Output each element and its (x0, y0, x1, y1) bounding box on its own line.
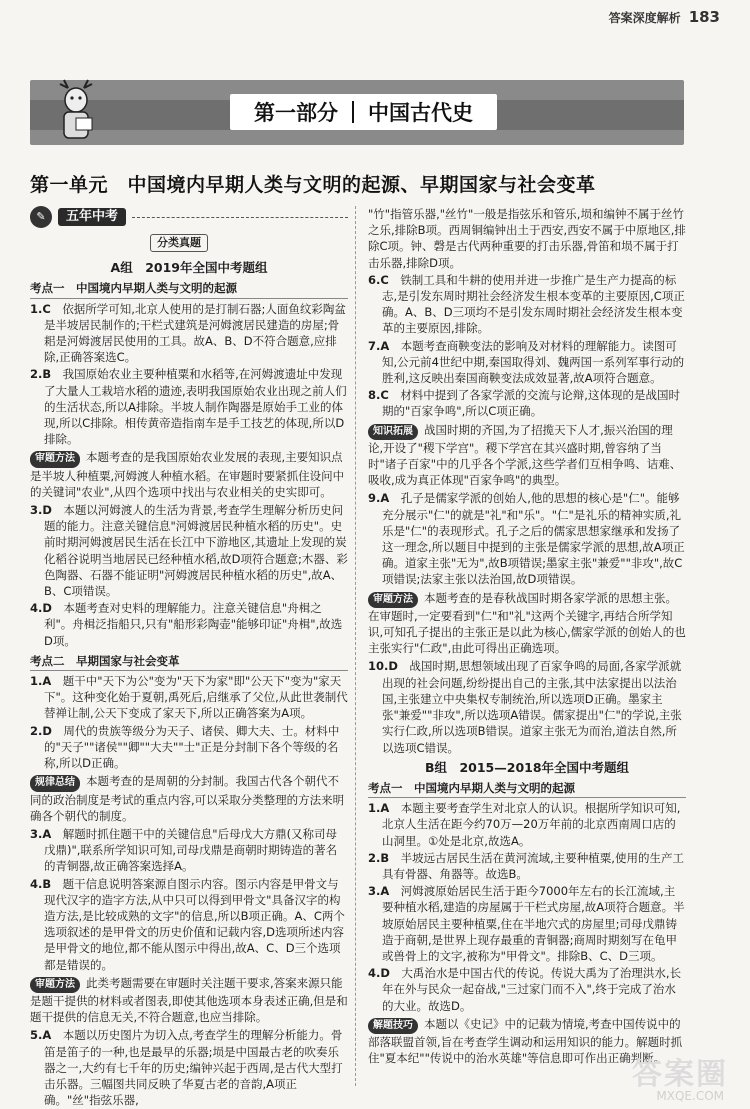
tip-tag: 知识拓展 (368, 424, 418, 440)
answer-number: 3.A (30, 826, 63, 841)
answer-explanation: 河姆渡原始居民生活于距今7000年左右的长江流域,主要种植水稻,建造的房屋属于干栏式房屋,故A项符合题意。半坡原始居民主要种植粟,住在半地穴式的房屋里;司母戊鼎铸造于商朝,是世界上现存最重的青铜器;商周时期刻写在龟甲或兽骨上的文字,被称为"甲骨文"。排除B、C、D三项。 (382, 884, 685, 963)
answer-number: 2.B (368, 850, 401, 865)
answer-explanation: 铁制工具和牛耕的使用并进一步推广是生产力提高的标志,是引发东周时期社会经济发生根本变革的主要原因,C项正确。A、B、D三项均不是引发东周时期社会经济发生根本变革的主要原因,排除。 (382, 272, 685, 336)
answer-item (30, 502, 348, 599)
answer-number: 9.A (368, 491, 401, 506)
answer-explanation: 材料中提到了各家学派的交流与论辩,这体现的是战国时期的"百家争鸣",所以C项正确。 (382, 388, 680, 419)
tip-text: 本题考查的是我国原始农业发展的表现,主要知识点是半坡人种植粟,河姆渡人种植水稻。在审题时要紧抓住设问中的关键词"农业",从四个选项中找出与农业相关的史实即可。 (30, 450, 345, 499)
answer-explanation: 周代的贵族等级分为天子、诸侯、卿大夫、士。材料中的"天子""诸侯""卿""大夫""士"正是分封制下各个等级的名称,所以D正确。 (44, 723, 340, 771)
answer-item (368, 272, 686, 337)
header-rule (132, 217, 348, 218)
answer-number: 3.D (30, 503, 64, 518)
answer-number: 1.A (30, 674, 63, 689)
answer-explanation: 题干中"天下为公"变为"天下为家"即"公天下"变为"家天下"。这种变化始于夏朝,禹死后,启继承了父位,从此世袭制代替禅让制,公天下变成了家天下,所以正确答案为A项。 (44, 674, 348, 721)
answer-item (368, 883, 686, 964)
tip-note (30, 773, 348, 824)
answer-item (368, 658, 686, 755)
tip-tag: 解题技巧 (368, 1018, 418, 1034)
answer-explanation: 本题以河姆渡人的生活为背景,考查学生理解分析历史问题的能力。注意关键信息"河姆渡居民种植水稻的历史"。史前时期河姆渡居民生活在长江中下游地区,其遗址上发现的炭化稻谷说明当地居民已经种植水稻,故D项符合题意;木器、彩色陶器、石器不能证明"河姆渡居民种植水稻的历史",故A、B、C项错误。 (44, 503, 348, 599)
answer-explanation: 本题考查对史料的理解能力。注意关键信息"舟楫之利"。舟楫泛指船只,只有"船形彩陶壶"能够印证"舟楫",故选D项。 (44, 601, 343, 648)
answer-explanation: 孔子是儒家学派的创始人,他的思想的核心是"仁"。能够充分展示"仁"的就是"礼"和"乐"。"仁"是礼乐的精神实质,礼乐是"仁"的表现形式。孔子之后的儒家思想家继承和发扬了这一理念,所以题目中提到的主张是儒家学派的思想,故A项正确。道家主张"无为",故B项错误;墨家主张"兼爱""非攻",故C项错误;法家主张以法治国,故D项错误。 (382, 491, 685, 587)
answer-number: 4.D (368, 966, 402, 981)
title-separator (352, 101, 354, 123)
knowledge-point-heading: 考点一 中国境内早期人类与文明的起源 (30, 280, 348, 298)
tip-text: 此类考题需要在审题时关注题干要求,答案来源只能是题干提供的材料或者图表,即使其他选项本身表述正确,但是和题干提供的信息无关,不符合题意,也应当排除。 (30, 975, 348, 1025)
answer-explanation: 解题时抓住题干中的关键信息"后母戊大方鼎(又称司母戊鼎)",联系所学知识可知,司母戊鼎是商朝时期铸造的著名的青铜器,故正确答案选择A。 (44, 826, 338, 874)
answer-explanation: 本题考查商鞅变法的影响及对材料的理解能力。读图可知,公元前4世纪中期,秦国取得刘、魏两国一系列军事行动的胜利,这反映出秦国商鞅变法成效显著,故A项符合题意。 (382, 338, 685, 386)
answer-explanation: 依据所学可知,北京人使用的是打制石器;人面鱼纹彩陶盆是半坡居民制作的;干栏式建筑是河姆渡居民建造的房屋;骨耜是河姆渡居民使用的工具。故A、B、D不符合题意,应排除,正确答案选C。 (44, 301, 346, 365)
answer-item (368, 850, 686, 882)
unit-title: 第一单元 中国境内早期人类与文明的起源、早期国家与社会变革 (30, 174, 596, 196)
answer-item (368, 490, 686, 587)
group-a-title: A组 2019年全国中考题组 (110, 260, 268, 276)
answer-item (30, 826, 348, 875)
part-title: 中国古代史 (368, 101, 473, 125)
tip-note (30, 449, 348, 500)
tip-text: 本题考查的是周朝的分封制。我国古代各个朝代不同的政治制度是考试的重点内容,可以采取分类整理的方法来明确各个朝代的制度。 (30, 774, 345, 823)
answer-number: 10.D (368, 659, 410, 674)
five-year-header (30, 206, 348, 228)
answer-item (30, 1027, 348, 1108)
page-number: 183 (688, 8, 720, 26)
answer-explanation: 本题主要考查学生对北京人的认识。根据所学知识可知,北京人生活在距今约70万—20万年前的北京西南周口店的山洞里。①处是北京,故选A。 (382, 801, 681, 848)
answer-number: 1.A (368, 801, 401, 816)
left-column (30, 206, 348, 1109)
answer-number: 1.C (30, 301, 63, 316)
answer-explanation: 战国时期,思想领域出现了百家争鸣的局面,各家学派就出现的社会问题,纷纷提出自己的主张,其中法家提出以法治国,主张建立中央集权专制统治,所以选项D正确。墨家主张"兼爱""非攻",所以选项A错误。儒家提出"仁"的学说,主张实行仁政,所以选项B错误。道家主张无为而治,道法自然,所以选项C错误。 (382, 659, 682, 755)
column-divider (355, 206, 356, 1086)
part-label: 第一部分 (254, 101, 338, 125)
answer-item (368, 800, 686, 849)
right-column (368, 206, 686, 1068)
answer-number: 8.C (368, 388, 401, 403)
tip-tag: 规律总结 (30, 775, 80, 791)
answer-item (30, 301, 348, 366)
answer-item (368, 965, 686, 1014)
watermark-url: MXQE.COM (656, 1089, 724, 1103)
part-banner (30, 80, 684, 145)
tip-tag: 审题方法 (368, 592, 418, 608)
tip-text: 本题考查的是春秋战国时期各家学派的思想主张。在审题时,一定要看到"仁"和"礼"这两个关键字,再结合所学知识,可知孔子提出的主张正是以此为核心,儒家学派的创始人的也主张实行"仁政",由此可得出正确选项。 (368, 590, 686, 656)
answer-number: 2.D (30, 723, 64, 738)
tip-note (368, 590, 686, 657)
reindeer-mascot-icon (50, 78, 110, 148)
answer-explanation: 本题以历史图片为切入点,考查学生的理解分析能力。骨笛是笛子的一种,也是最早的乐器;埙是中国最古老的吹奏乐器之一,大约有七千年的历史;编钟兴起于西周,是古代大型打击乐器。三幅图共同反映了华夏古老的音韵,A项正确。"丝"指弦乐器, (44, 1028, 343, 1108)
answer-explanation: 大禹治水是中国古代的传说。传说大禹为了治理洪水,长年在外与民众一起奋战,"三过家门而不入",终于完成了治水的大业。故选D。 (382, 966, 682, 1013)
part-title-box (230, 94, 497, 130)
answer-explanation: 半坡远古居民生活在黄河流域,主要种植粟,使用的生产工具有骨器、角器等。故选B。 (382, 850, 684, 881)
knowledge-point-heading: 考点一 中国境内早期人类与文明的起源 (368, 780, 686, 798)
category-label: 分类真题 (150, 234, 208, 252)
answer-number: 2.B (30, 367, 63, 382)
tip-tag: 审题方法 (30, 977, 80, 993)
answer-item (30, 723, 348, 772)
watermark-logo: 答案圈 (632, 1057, 728, 1092)
answer-item (30, 876, 348, 973)
group-b-title: B组 2015—2018年全国中考题组 (424, 759, 630, 775)
knowledge-point-heading: 考点二 早期国家与社会变革 (30, 653, 348, 671)
tip-text: 战国时期的齐国,为了招揽天下人才,振兴治国的理论,开设了"稷下学宫"。稷下学宫在其兴盛时期,曾容纳了当时"诸子百家"中的几乎各个学派,这些学者们互相争鸣、诘难、吸收,成为真正体现"百家争鸣"的典型。 (368, 422, 682, 488)
answer-item (368, 387, 686, 419)
answer-number: 4.D (30, 601, 64, 616)
answer-item (30, 600, 348, 649)
tip-text: 本题以《史记》中的记载为情境,考查中国传说中的部落联盟首领,旨在考查学生调动和运用知识的能力。解题时抓住"夏本纪""传说中的治水英雄"等信息即可作出正确判断。 (368, 1016, 683, 1066)
page-header (609, 8, 720, 26)
answer-item (30, 366, 348, 447)
answer-item (368, 338, 686, 387)
five-year-label: 五年中考 (58, 208, 126, 226)
answer-number: 7.A (368, 338, 401, 353)
answer-explanation: 我国原始农业主要种植粟和水稻等,在河姆渡遗址中发现了大量人工栽培水稻的遗迹,表明我国原始农业出现之前人们的生活状态,所以A排除。半坡人制作陶器是原始手工业的体现,所以C排除。相传黄帝造指南车是手工技艺的体现,所以D排除。 (44, 367, 347, 447)
answer-number: 6.C (368, 272, 401, 287)
tip-note (30, 975, 348, 1026)
section-label: 答案深度解析 (608, 10, 681, 25)
answer-number: 4.B (30, 876, 63, 891)
answer-number: 5.A (30, 1028, 63, 1043)
tip-tag: 审题方法 (30, 451, 80, 467)
answer-item (30, 673, 348, 722)
answer-explanation: 题干信息说明答案源自图示内容。图示内容是甲骨文与现代汉字的造字方法,从中只可以得到甲骨文"具备汉字的构造方法,是比较成熟的文字"的信息,所以B项正确。A、C两个选项叙述的是甲骨文的历史价值和记载内容,D选项所述内容是甲骨文的地位,都不能从图示中得出,故A、C、D三个选项都是错误的。 (44, 876, 345, 972)
continued-paragraph: "竹"指管乐器,"丝竹"一般是指弦乐和管乐,埙和编钟不属于丝竹之乐,排除B项。西周铜编钟出土于西安,西安不属于中原地区,排除C项。钟、磬是古代两种重要的打击乐器,骨笛和埙不属于打击乐器,排除D项。 (368, 207, 686, 270)
book-icon: ✎ (30, 206, 52, 228)
answer-number: 3.A (368, 884, 401, 899)
tip-note (368, 422, 686, 489)
